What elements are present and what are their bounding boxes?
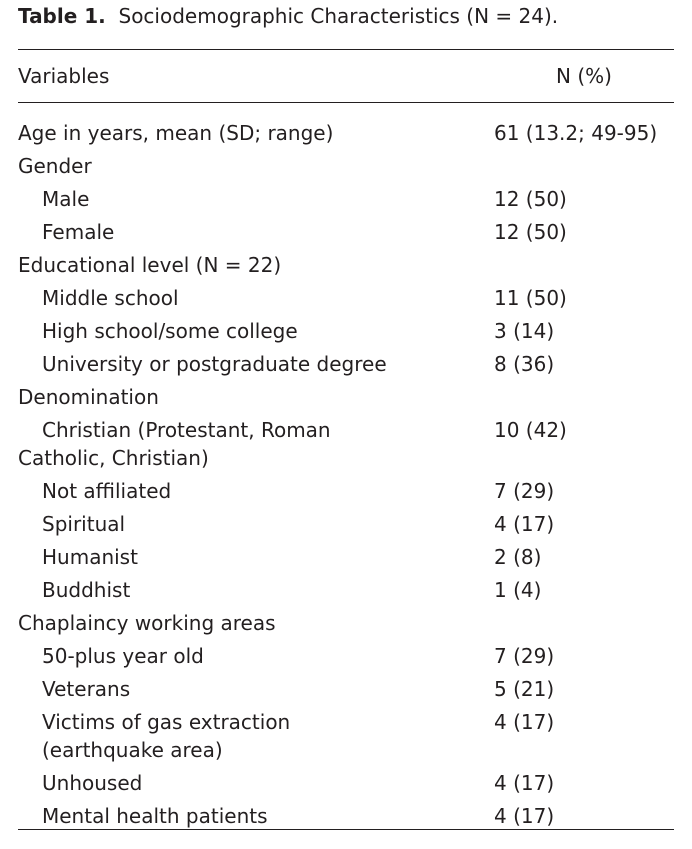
- row-label: [18, 609, 488, 637]
- row-value: 10 (42): [494, 417, 567, 442]
- row-label-text: University or postgraduate degree: [42, 351, 387, 376]
- row-label: [18, 119, 488, 147]
- row-label-text: Christian (Protestant, Roman: [42, 417, 331, 442]
- table-row: [18, 540, 674, 573]
- table-row: [18, 573, 674, 606]
- row-label: [18, 383, 488, 411]
- row-label-text: Veterans: [42, 676, 131, 701]
- row-label-text: Educational level (N = 22): [18, 252, 282, 277]
- table-row: [18, 380, 674, 413]
- header-variables: Variables: [18, 64, 110, 88]
- row-value: 4 (17): [494, 770, 555, 795]
- row-label: [18, 576, 488, 604]
- row-label: [18, 802, 488, 830]
- row-label-text: Unhoused: [42, 770, 143, 795]
- table-row: [18, 413, 674, 474]
- row-label-text: Victims of gas extraction: [42, 709, 291, 734]
- table-row: [18, 672, 674, 705]
- row-value: 4 (17): [494, 511, 555, 536]
- row-label: [18, 350, 488, 378]
- table-caption: [18, 2, 558, 30]
- row-label-text: Buddhist: [42, 577, 131, 602]
- row-label-text: Spiritual: [42, 511, 126, 536]
- row-label-text: Age in years, mean (SD; range): [18, 120, 334, 145]
- table-row: [18, 705, 674, 766]
- row-value: 12 (50): [494, 219, 567, 244]
- table-row: [18, 281, 674, 314]
- table-row: [18, 248, 674, 281]
- top-rule: [18, 49, 674, 50]
- row-label: [18, 152, 488, 180]
- table-label: Table 1.: [18, 4, 106, 28]
- table-row: [18, 799, 674, 832]
- row-label: [18, 185, 488, 213]
- row-label-text: High school/some college: [42, 318, 298, 343]
- row-label: [18, 284, 488, 312]
- row-value: 2 (8): [494, 544, 542, 569]
- header-rule: [18, 102, 674, 103]
- row-label-text: Middle school: [42, 285, 179, 310]
- row-value: 11 (50): [494, 285, 567, 310]
- table-body: [18, 116, 674, 832]
- row-label-text: Chaplaincy working areas: [18, 610, 276, 635]
- table-row: [18, 314, 674, 347]
- table-row: [18, 606, 674, 639]
- table-row: [18, 182, 674, 215]
- table-row: [18, 507, 674, 540]
- table-row: [18, 116, 674, 149]
- row-label: [18, 251, 488, 279]
- header-n-percent: N (%): [556, 64, 612, 88]
- row-label: [18, 510, 488, 538]
- row-value: 7 (29): [494, 643, 555, 668]
- row-label-text: Female: [42, 219, 115, 244]
- row-label-continuation: Catholic, Christian): [18, 445, 209, 470]
- table-row: [18, 215, 674, 248]
- table-row: [18, 149, 674, 182]
- row-label: [18, 543, 488, 571]
- table-row: [18, 639, 674, 672]
- row-label-text: Male: [42, 186, 90, 211]
- row-value: 4 (17): [494, 803, 555, 828]
- row-label: [18, 416, 488, 472]
- table-row: [18, 474, 674, 507]
- table-row: [18, 347, 674, 380]
- row-label-continuation: (earthquake area): [42, 737, 223, 762]
- row-value: 8 (36): [494, 351, 555, 376]
- row-label-text: Mental health patients: [42, 803, 268, 828]
- row-value: 61 (13.2; 49-95): [494, 120, 658, 145]
- row-label: [18, 218, 488, 246]
- table-title: Sociodemographic Characteristics (N = 24).: [118, 4, 559, 28]
- table-row: [18, 766, 674, 799]
- row-value: 7 (29): [494, 478, 555, 503]
- row-label-text: Gender: [18, 153, 92, 178]
- row-value: 5 (21): [494, 676, 555, 701]
- row-label: [18, 708, 488, 764]
- row-label-text: Not affiliated: [42, 478, 172, 503]
- row-label-text: Denomination: [18, 384, 159, 409]
- row-value: 4 (17): [494, 709, 555, 734]
- row-value: 1 (4): [494, 577, 542, 602]
- row-value: 3 (14): [494, 318, 555, 343]
- row-label: [18, 642, 488, 670]
- row-value: 12 (50): [494, 186, 567, 211]
- bottom-rule: [18, 829, 674, 830]
- row-label: [18, 477, 488, 505]
- row-label-text: 50-plus year old: [42, 643, 204, 668]
- table-header: [18, 62, 674, 90]
- row-label: [18, 675, 488, 703]
- row-label: [18, 769, 488, 797]
- row-label-text: Humanist: [42, 544, 138, 569]
- row-label: [18, 317, 488, 345]
